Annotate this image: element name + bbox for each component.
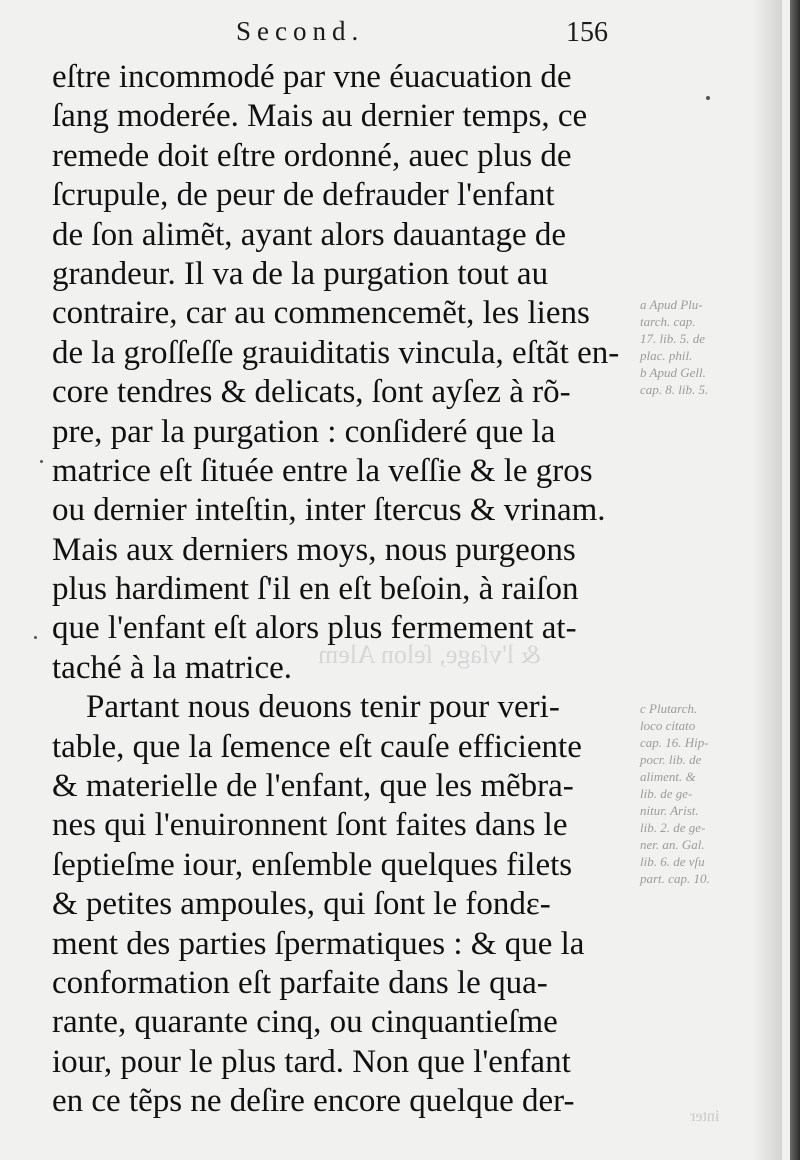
text-line: grandeur. Il va de la purgation tout au bbox=[52, 255, 549, 292]
text-line: ſeptieſme iour, enſemble quelques filets bbox=[52, 846, 573, 883]
show-through-text-bottom: inter bbox=[690, 1108, 720, 1125]
show-through-text: & l'vſage, ſelon Alem bbox=[318, 640, 541, 669]
page-number: 156 bbox=[566, 17, 608, 48]
text-line: nes qui l'enuironnent ſont faites dans le bbox=[52, 807, 568, 844]
book-fore-edge bbox=[790, 0, 800, 1160]
ink-speck bbox=[40, 460, 43, 463]
text-line: & petites ampoules, qui ſont le fondε- bbox=[52, 886, 551, 923]
text-line: rante, quarante cinq, ou cinquantieſme bbox=[52, 1004, 558, 1041]
text-line: ou dernier inteſtin, inter ſtercus & vrinam. bbox=[52, 492, 606, 529]
margin-note-line: part. cap. 10. bbox=[640, 871, 710, 886]
text-line: ſcrupule, de peur de defrauder l'enfant bbox=[52, 177, 555, 214]
text-line: matrice eſt ſituée entre la veſſie & le gros bbox=[52, 452, 593, 489]
text-line: pre, par la purgation : conſideré que la bbox=[52, 413, 556, 450]
running-head: Second. bbox=[236, 16, 365, 46]
margin-note-line: lib. de ge- bbox=[640, 786, 693, 801]
margin-note-line: plac. phil. bbox=[640, 348, 693, 363]
text-line: de ſon alimẽt, ayant alors dauantage de bbox=[52, 216, 567, 253]
margin-note-line: loco citato bbox=[640, 718, 696, 733]
text-line: conformation eſt parfaite dans le qua- bbox=[52, 964, 548, 1001]
margin-note-line: lib. 6. de vſu bbox=[640, 854, 705, 869]
margin-note-line: 17. lib. 5. de bbox=[640, 331, 705, 346]
paragraph-start-line: Partant nous deuons tenir pour veri- bbox=[86, 689, 560, 726]
text-line: contraire, car au commencemẽt, les liens bbox=[52, 295, 590, 332]
text-line: core tendres & delicats, ſont ayſez à rõ- bbox=[52, 374, 571, 411]
margin-note-line: cap. 8. lib. 5. bbox=[640, 382, 709, 397]
text-line: en ce tẽps ne deſire encore quelque der- bbox=[52, 1083, 575, 1120]
text-line: Mais aux derniers moys, nous purgeons bbox=[52, 531, 576, 568]
text-line: table, que la ſemence eſt cauſe efficiente bbox=[52, 728, 582, 765]
text-line: de la groſſeſſe grauiditatis vincula, eſtãt en- bbox=[52, 334, 620, 371]
ink-speck bbox=[34, 636, 37, 639]
margin-note-line: aliment. & bbox=[640, 769, 696, 784]
text-line: ſang moderée. Mais au dernier temps, ce bbox=[52, 98, 588, 135]
text-line: taché à la matrice. bbox=[52, 649, 293, 686]
text-line: iour, pour le plus tard. Non que l'enfant bbox=[52, 1043, 571, 1080]
text-line: que l'enfant eſt alors plus fermement at- bbox=[52, 610, 577, 647]
margin-note-line: c Plutarch. bbox=[640, 701, 698, 716]
text-line: & materielle de l'enfant, que les mẽbra- bbox=[52, 768, 574, 805]
text-line: plus hardiment ſ'il en eſt beſoin, à raiſon bbox=[52, 571, 579, 608]
text-line: ment des parties ſpermatiques : & que la bbox=[52, 925, 585, 962]
margin-note-line: b Apud Gell. bbox=[640, 365, 706, 380]
text-line: remede doit eſtre ordonné, auec plus de bbox=[52, 137, 572, 174]
margin-note-line: a Apud Plu- bbox=[640, 297, 703, 312]
margin-note-line: tarch. cap. bbox=[640, 314, 696, 329]
margin-note-line: ner. an. Gal. bbox=[640, 837, 705, 852]
margin-note-line: nitur. Arist. bbox=[640, 803, 699, 818]
margin-note-c bbox=[640, 700, 765, 887]
text-line: eſtre incommodé par vne éuacuation de bbox=[52, 59, 572, 95]
ink-speck bbox=[706, 96, 710, 100]
margin-note-line: lib. 2. de ge- bbox=[640, 820, 706, 835]
margin-note-a bbox=[640, 296, 765, 398]
margin-note-line: cap. 16. Hip- bbox=[640, 735, 709, 750]
page-edge-shading bbox=[752, 0, 782, 1160]
margin-note-line: pocr. lib. de bbox=[640, 752, 702, 767]
main-text-block bbox=[52, 58, 632, 1122]
